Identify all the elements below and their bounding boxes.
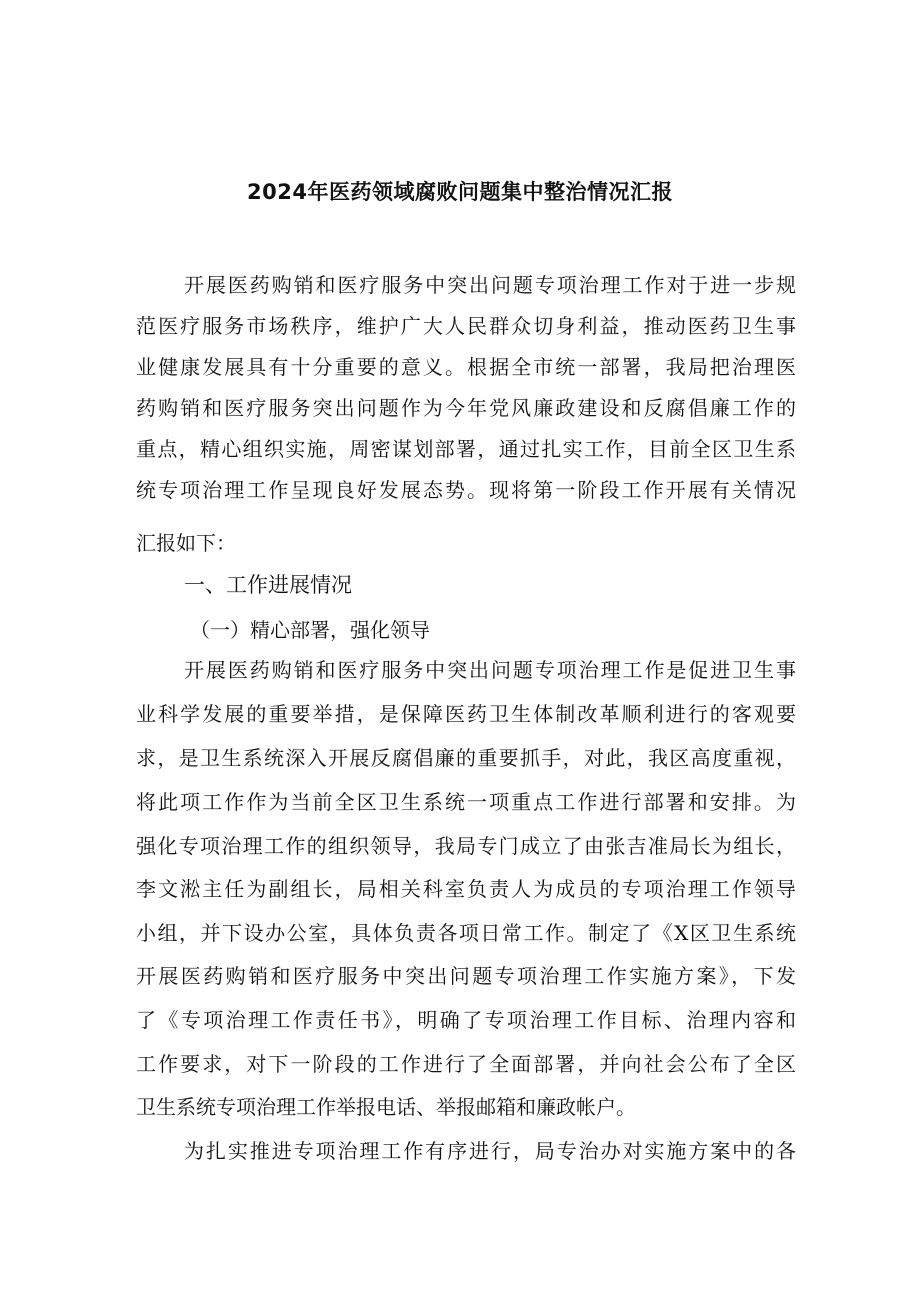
section-heading: 一、工作进展情况: [184, 573, 352, 597]
paragraph-line: 小组，并下设办公室，具体负责各项日常工作。制定了《X区卫生系统: [136, 921, 796, 945]
paragraph-line: 开展医药购销和医疗服务中突出问题专项治理工作实施方案》，下发: [136, 964, 796, 988]
paragraph-line: 业科学发展的重要举措，是保障医药卫生体制改革顺利进行的客观要: [136, 702, 796, 726]
document-title: 2024年医药领域腐败问题集中整治情况汇报: [247, 180, 673, 204]
paragraph-line: 重点，精心组织实施，周密谋划部署，通过扎实工作，目前全区卫生系: [136, 437, 796, 461]
paragraph-line: 李文淞主任为副组长，局相关科室负责人为成员的专项治理工作领导: [136, 877, 796, 901]
subsection-heading: （一）精心部署，强化领导: [190, 618, 430, 642]
paragraph-line: 汇报如下：: [136, 531, 236, 555]
paragraph-line: 强化专项治理工作的组织领导，我局专门成立了由张吉准局长为组长，: [136, 834, 796, 858]
paragraph-line: 范医疗服务市场秩序，维护广大人民群众切身利益，推动医药卫生事: [136, 314, 796, 338]
paragraph-line: 业健康发展具有十分重要的意义。根据全市统一部署，我局把治理医: [136, 355, 796, 379]
paragraph-line: 工作要求，对下一阶段的工作进行了全面部署，并向社会公布了全区: [136, 1052, 796, 1076]
paragraph-line: 开展医药购销和医疗服务中突出问题专项治理工作对于进一步规: [184, 273, 796, 297]
paragraph-line: 开展医药购销和医疗服务中突出问题专项治理工作是促进卫生事: [184, 658, 796, 682]
paragraph-line: 统专项治理工作呈现良好发展态势。现将第一阶段工作开展有关情况: [136, 478, 796, 502]
paragraph-line: 了《专项治理工作责任书》，明确了专项治理工作目标、治理内容和: [136, 1008, 796, 1032]
paragraph-line: 为扎实推进专项治理工作有序进行，局专治办对实施方案中的各: [184, 1139, 796, 1163]
paragraph-line: 药购销和医疗服务突出问题作为今年党风廉政建设和反腐倡廉工作的: [136, 396, 796, 420]
paragraph-line: 卫生系统专项治理工作举报电话、举报邮箱和廉政帐户。: [136, 1095, 636, 1119]
paragraph-line: 将此项工作作为当前全区卫生系统一项重点工作进行部署和安排。为: [136, 790, 796, 814]
paragraph-line: 求，是卫生系统深入开展反腐倡廉的重要抓手，对此，我区高度重视，: [136, 746, 796, 770]
